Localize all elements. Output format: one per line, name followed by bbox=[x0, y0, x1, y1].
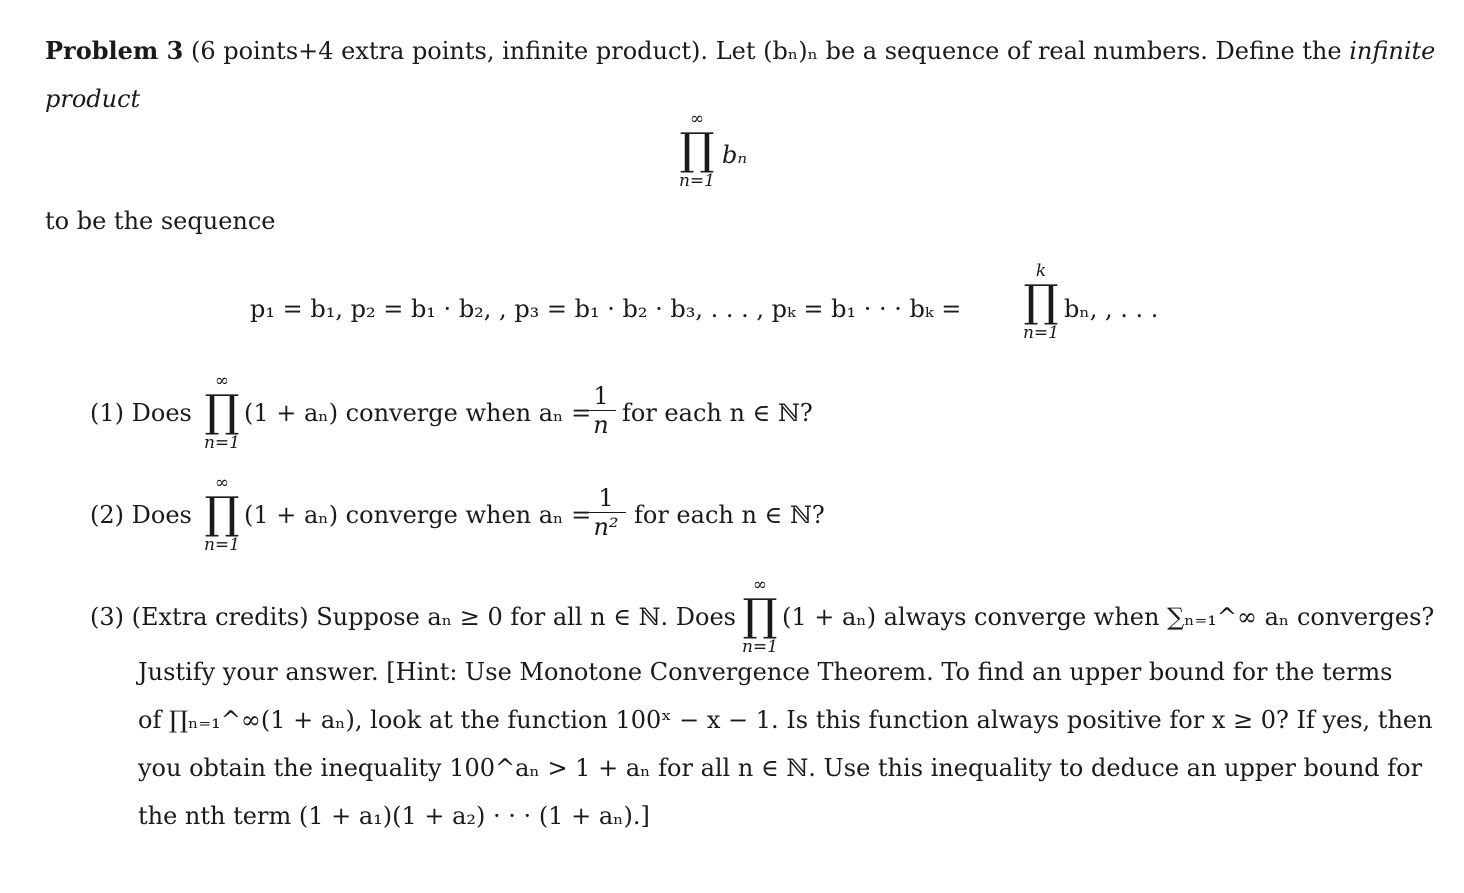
sequence-product-body: bₙ, , . . . bbox=[1064, 295, 1159, 323]
q1-product bbox=[200, 372, 244, 452]
q3-label: (3) (Extra credits) Suppose aₙ ≥ 0 for all n ∈ ℕ. Does bbox=[90, 603, 736, 631]
sequence-product-lower: n=1 bbox=[1022, 323, 1059, 343]
problem-intro-em: infinite bbox=[1349, 37, 1436, 65]
q1-product-upper: ∞ bbox=[214, 371, 230, 391]
q1-middle: (1 + aₙ) converge when aₙ = bbox=[244, 399, 592, 427]
q3-product-lower: n=1 bbox=[741, 637, 778, 657]
problem-intro: Let (bₙ)ₙ be a sequence of real numbers. Define the bbox=[715, 37, 1342, 65]
q2-fraction bbox=[586, 484, 626, 541]
q2-middle: (1 + aₙ) converge when aₙ = bbox=[244, 501, 592, 529]
display-product-body: bₙ bbox=[722, 141, 748, 169]
q3-line-3: you obtain the inequality 100^aₙ > 1 + aₙ for all n ∈ ℕ. Use this inequality to deduce an upper bound for bbox=[138, 754, 1423, 782]
q3-line-4: the nth term (1 + a₁)(1 + a₂) · · · (1 + aₙ).] bbox=[138, 802, 650, 830]
q3-product bbox=[738, 576, 782, 656]
q3-product-upper: ∞ bbox=[752, 575, 768, 595]
q2-tail: for each n ∈ ℕ? bbox=[634, 501, 825, 529]
q2-product-upper: ∞ bbox=[214, 473, 230, 493]
q3-line-1: Justify your answer. [Hint: Use Monotone Convergence Theorem. To find an upper bound for the terms bbox=[138, 658, 1393, 686]
q2-product bbox=[200, 474, 244, 554]
problem-title: Problem 3 bbox=[45, 36, 184, 65]
display-product-lower: n=1 bbox=[678, 171, 715, 191]
display-product-operator: ∏ bbox=[679, 124, 715, 175]
sequence-product bbox=[1018, 262, 1064, 342]
problem-meta: (6 points+4 extra points, infinite product). bbox=[190, 37, 709, 65]
sequence-line: p₁ = b₁, p₂ = b₁ · b₂, , p₃ = b₁ · b₂ · b₃, . . . , pₖ = b₁ · · · bₖ = bbox=[250, 295, 962, 323]
sequence-product-operator: ∏ bbox=[1023, 276, 1059, 327]
q1-fraction bbox=[586, 382, 616, 439]
q3-line-2: of ∏ₙ₌₁^∞(1 + aₙ), look at the function 100ˣ − x − 1. Is this function always positive for x ≥ 0? If yes, then bbox=[138, 706, 1433, 734]
q1-product-lower: n=1 bbox=[203, 433, 240, 453]
sequence-product-upper: k bbox=[1035, 261, 1047, 281]
q1-tail: for each n ∈ ℕ? bbox=[622, 399, 813, 427]
q2-fraction-denominator: n² bbox=[593, 513, 619, 541]
q1-label: (1) Does bbox=[90, 399, 192, 427]
q1-product-operator: ∏ bbox=[204, 386, 240, 437]
q3-product-operator: ∏ bbox=[742, 590, 778, 641]
q3-tail: (1 + aₙ) always converge when ∑ₙ₌₁^∞ aₙ converges? bbox=[782, 603, 1435, 631]
q1-fraction-denominator: n bbox=[593, 411, 609, 439]
q1-fraction-numerator: 1 bbox=[586, 382, 616, 411]
display-product-upper: ∞ bbox=[689, 109, 705, 129]
to-be-sequence: to be the sequence bbox=[45, 207, 276, 235]
q2-product-lower: n=1 bbox=[203, 535, 240, 555]
q2-label: (2) Does bbox=[90, 501, 192, 529]
problem-intro-em2: product bbox=[45, 85, 141, 113]
q2-fraction-numerator: 1 bbox=[586, 484, 626, 513]
q2-product-operator: ∏ bbox=[204, 488, 240, 539]
problem-heading-line bbox=[45, 36, 1435, 66]
display-product bbox=[672, 110, 722, 190]
